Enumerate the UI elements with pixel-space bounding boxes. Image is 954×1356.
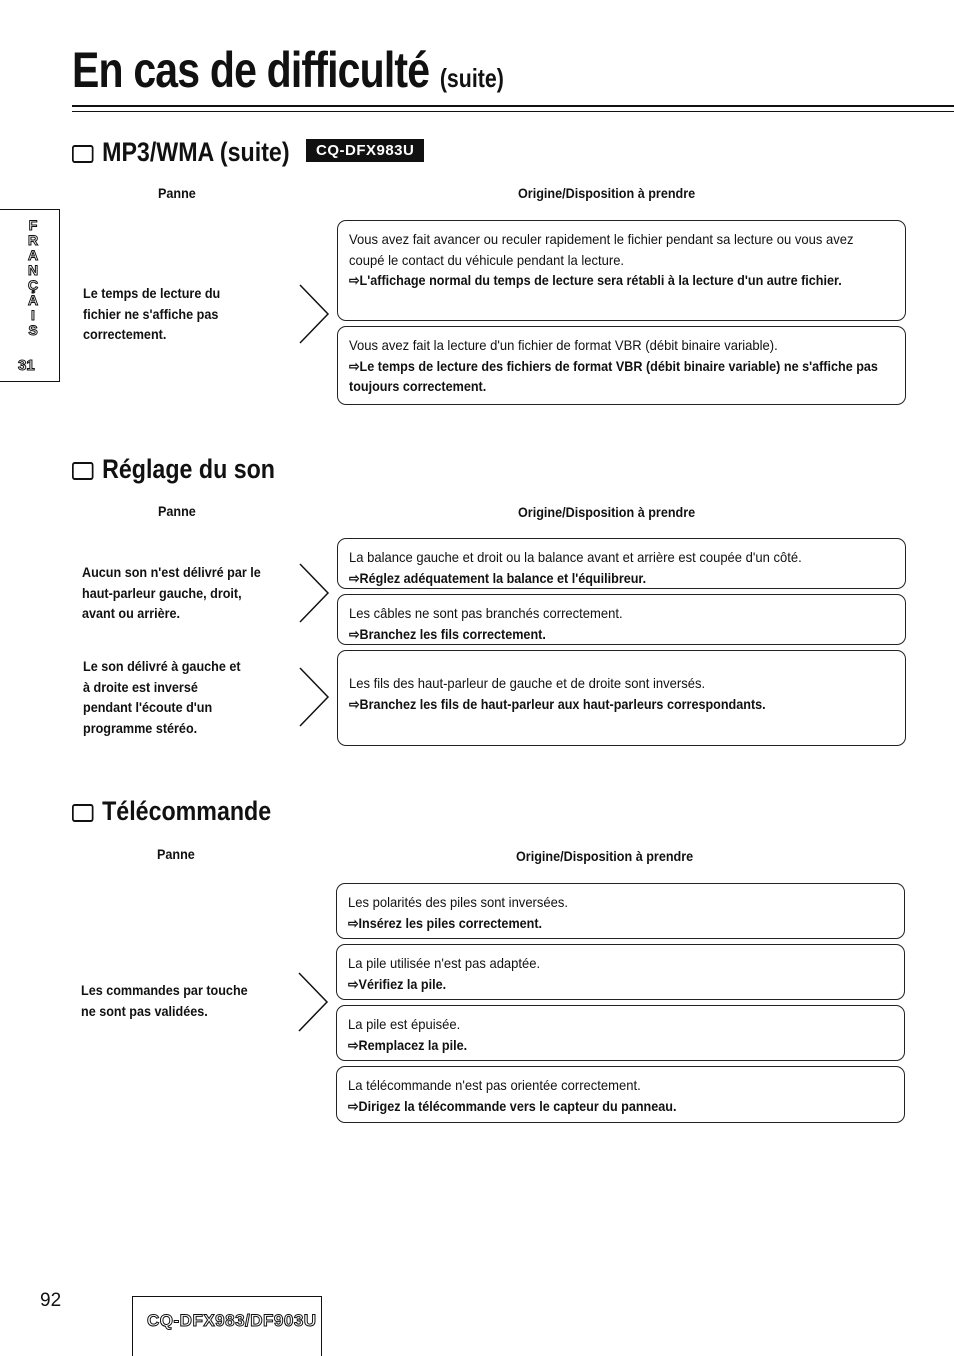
arrow-right-icon xyxy=(298,562,330,624)
model-footer-tab xyxy=(132,1296,322,1356)
remedy-text: ⇨Branchez les fils de haut-parleur aux haut-parleurs correspondants. xyxy=(349,695,766,712)
cause-text: La pile utilisée n'est pas adaptée. xyxy=(348,955,541,971)
language-side-tab xyxy=(0,209,60,382)
title-suffix: (suite) xyxy=(439,63,504,93)
section-heading-telecommande: Télécommande xyxy=(72,795,271,827)
column-header-origine: Origine/Disposition à prendre xyxy=(516,848,694,864)
cause-box xyxy=(337,326,906,405)
section-heading-mp3: MP3/WMA (suite) xyxy=(72,136,290,168)
cause-box xyxy=(337,650,906,746)
checkbox-bullet-icon xyxy=(72,804,94,822)
chapter-number: 31 xyxy=(18,357,35,374)
model-badge: CQ-DFX983U xyxy=(306,139,424,162)
column-header-origine: Origine/Disposition à prendre xyxy=(518,185,696,201)
cause-box xyxy=(337,538,906,589)
cause-text: La pile est épuisée. xyxy=(348,1016,461,1032)
checkbox-bullet-icon xyxy=(72,145,94,163)
cause-text: Vous avez fait la lecture d'un fichier de format VBR (débit binaire variable). xyxy=(349,337,778,353)
cause-box xyxy=(336,944,905,1000)
cause-text: Les fils des haut-parleur de gauche et de droite sont inversés. xyxy=(349,675,706,691)
arrow-right-icon xyxy=(298,283,330,345)
checkbox-bullet-icon xyxy=(72,462,94,480)
symptom-text: Le son délivré à gauche et à droite est inversé pendant l'écoute d'un programme stéréo. xyxy=(83,658,241,736)
symptom-text: Aucun son n'est délivré par le haut-parleur gauche, droit, avant ou arrière. xyxy=(82,564,261,621)
column-header-origine: Origine/Disposition à prendre xyxy=(518,504,696,520)
cause-box xyxy=(337,220,906,321)
remedy-text: ⇨Le temps de lecture des fichiers de format VBR (débit binaire variable) ne s'affiche pas toujours correctement. xyxy=(349,357,878,394)
remedy-text: ⇨Vérifiez la pile. xyxy=(348,975,447,992)
page-title: En cas de difficulté (suite) xyxy=(72,42,504,98)
cause-text: La balance gauche et droit ou la balance avant et arrière est coupée d'un côté. xyxy=(349,549,802,565)
column-header-panne: Panne xyxy=(158,503,196,519)
cause-text: Les câbles ne sont pas branchés correctement. xyxy=(349,605,623,621)
cause-box xyxy=(336,1005,905,1061)
cause-text: Les polarités des piles sont inversées. xyxy=(348,894,569,910)
cause-box xyxy=(337,594,906,645)
column-header-panne: Panne xyxy=(158,185,196,201)
column-header-panne: Panne xyxy=(157,846,195,862)
section-heading-son: Réglage du son xyxy=(72,453,275,485)
cause-box xyxy=(336,1066,905,1123)
arrow-right-icon xyxy=(298,666,330,728)
symptom-text: Les commandes par touche ne sont pas validées. xyxy=(81,982,248,1019)
remedy-text: ⇨Branchez les fils correctement. xyxy=(349,625,546,642)
cause-text: La télécommande n'est pas orientée correctement. xyxy=(348,1077,641,1093)
model-footer-label: CQ-DFX983/DF903U xyxy=(147,1311,317,1330)
remedy-text: ⇨Réglez adéquatement la balance et l'équilibreur. xyxy=(349,569,647,586)
remedy-text: ⇨Dirigez la télécommande vers le capteur du panneau. xyxy=(348,1097,677,1114)
symptom-text: Le temps de lecture du fichier ne s'affiche pas correctement. xyxy=(83,285,221,342)
cause-box xyxy=(336,883,905,939)
remedy-text: ⇨L'affichage normal du temps de lecture sera rétabli à la lecture d'un autre fichier. xyxy=(349,272,842,288)
cause-text: Vous avez fait avancer ou reculer rapidement le fichier pendant sa lecture ou vous avez coupé le contact du véhicule pendant la lecture. xyxy=(349,231,854,268)
remedy-text: ⇨Remplacez la pile. xyxy=(348,1036,468,1053)
arrow-right-icon xyxy=(297,971,329,1033)
title-rule-thin xyxy=(72,111,954,112)
language-label: F R A N Ç A I S xyxy=(27,217,39,338)
remedy-text: ⇨Insérez les piles correctement. xyxy=(348,914,543,931)
title-rule xyxy=(72,105,954,107)
page-number: 92 xyxy=(40,1290,62,1311)
